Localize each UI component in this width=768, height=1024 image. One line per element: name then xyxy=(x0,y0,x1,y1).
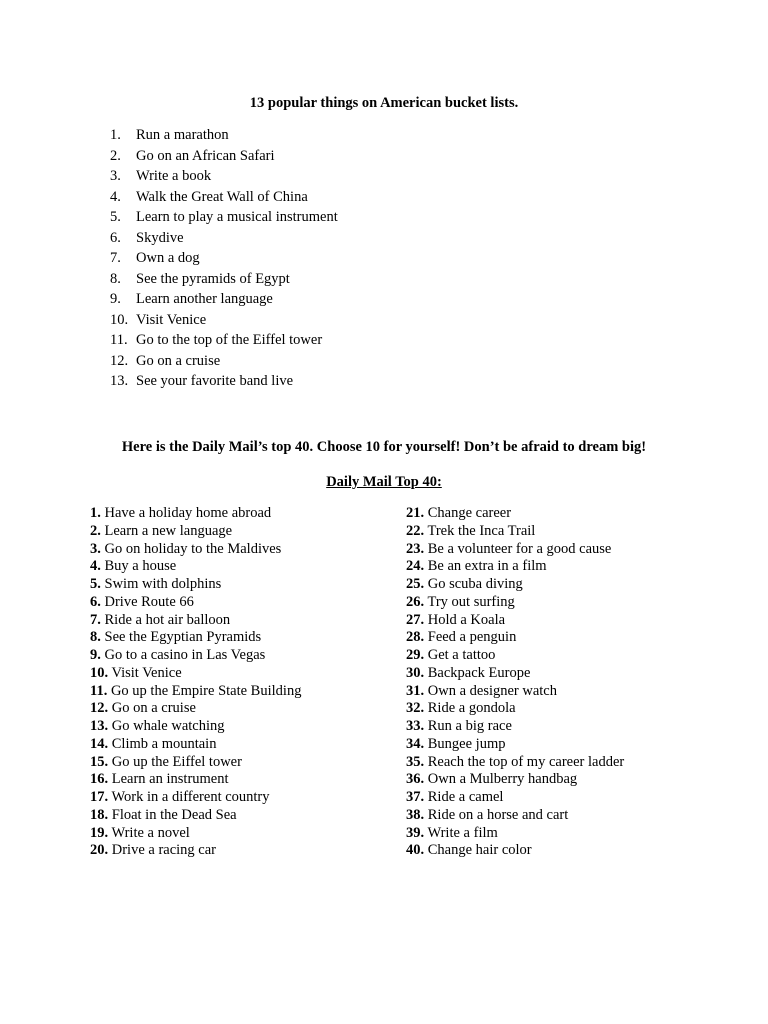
list-item-text: Go up the Empire State Building xyxy=(110,682,302,699)
american-bucket-list xyxy=(110,125,338,392)
list-item-number: 38. xyxy=(406,806,425,823)
list-item-number: 27. xyxy=(406,611,425,628)
list-item xyxy=(90,807,301,825)
list-item-number: 8. xyxy=(110,270,121,287)
list-item-text: Float in the Dead Sea xyxy=(111,806,237,823)
list-item-text: Write a novel xyxy=(111,824,190,841)
list-item xyxy=(110,269,338,290)
list-item-text: Drive Route 66 xyxy=(104,593,194,610)
list-item-number: 6. xyxy=(110,229,121,246)
list-item-number: 20. xyxy=(90,842,109,859)
list-item-text: Climb a mountain xyxy=(111,735,217,752)
list-item-text: Go on a cruise xyxy=(111,700,196,717)
list-item-text: Go on an African Safari xyxy=(136,147,275,164)
intro-text: Here is the Daily Mail’s top 40. Choose 10 for yourself! Don’t be afraid to dream big! xyxy=(121,439,647,455)
list-item-text: Go on a cruise xyxy=(136,352,221,369)
list-item-text: Visit Venice xyxy=(111,664,182,681)
list-item xyxy=(406,647,624,665)
list-item-text: Bungee jump xyxy=(427,735,506,752)
list-item xyxy=(110,289,338,310)
list-item-number: 29. xyxy=(406,647,425,663)
list-item-number: 4. xyxy=(90,558,101,575)
list-item-text: Swim with dolphins xyxy=(104,576,222,592)
list-item-number: 30. xyxy=(406,664,425,681)
list-item-text: Reach the top of my career ladder xyxy=(427,753,625,770)
list-item-text: Go whale watching xyxy=(111,718,225,734)
list-item-number: 31. xyxy=(406,682,425,699)
list-item-text: Own a dog xyxy=(136,250,200,266)
list-item-text: Have a holiday home abroad xyxy=(104,505,272,521)
list-item-number: 33. xyxy=(406,718,425,734)
list-item-number: 4. xyxy=(110,188,121,205)
list-item xyxy=(110,207,338,228)
list-item-text: Write a film xyxy=(427,824,498,841)
list-item xyxy=(90,594,301,612)
list-item-text: Work in a different country xyxy=(111,789,270,805)
list-item-text: Be an extra in a film xyxy=(427,558,547,575)
list-item-text: Go up the Eiffel tower xyxy=(111,753,242,770)
list-item-text: See your favorite band live xyxy=(136,373,294,389)
list-item-text: Write a book xyxy=(136,168,212,184)
list-item-text: Get a tattoo xyxy=(427,647,496,663)
list-item xyxy=(406,842,624,860)
list-item xyxy=(110,228,338,249)
list-item-text: Visit Venice xyxy=(136,311,207,328)
list-item-number: 24. xyxy=(406,558,425,575)
list-item xyxy=(90,647,301,665)
list-item xyxy=(406,629,624,647)
list-item-text: See the pyramids of Egypt xyxy=(136,270,290,287)
list-item-number: 34. xyxy=(406,735,425,752)
list-item-number: 2. xyxy=(90,522,101,539)
list-item xyxy=(90,612,301,630)
list-item-number: 26. xyxy=(406,593,425,610)
list-item-text: Learn another language xyxy=(136,291,273,307)
list-item-text: Learn to play a musical instrument xyxy=(136,209,338,225)
list-item-number: 7. xyxy=(110,250,121,266)
list-item-text: Learn a new language xyxy=(104,522,233,539)
list-item xyxy=(110,330,338,351)
list-item xyxy=(90,629,301,647)
list-item xyxy=(406,700,624,718)
list-item xyxy=(406,612,624,630)
list-item-number: 12. xyxy=(90,700,109,717)
list-item xyxy=(110,125,338,146)
list-item-text: Try out surfing xyxy=(427,593,515,610)
list-item-number: 5. xyxy=(110,209,121,225)
list-item xyxy=(90,789,301,807)
list-item-text: Go on holiday to the Maldives xyxy=(104,540,282,557)
list-item-number: 25. xyxy=(406,576,425,592)
list-item-text: Learn an instrument xyxy=(111,771,229,788)
list-item xyxy=(406,558,624,576)
daily-mail-heading: Daily Mail Top 40: xyxy=(326,474,442,490)
list-item xyxy=(90,771,301,789)
list-item-number: 28. xyxy=(406,629,425,646)
list-item-number: 32. xyxy=(406,700,425,717)
list-item-number: 9. xyxy=(90,647,101,663)
list-item xyxy=(406,789,624,807)
list-item-number: 11. xyxy=(110,332,128,348)
list-item-number: 23. xyxy=(406,540,425,557)
list-item-number: 18. xyxy=(90,806,109,823)
list-item-text: Run a marathon xyxy=(136,127,229,143)
list-item xyxy=(406,576,624,594)
list-item-number: 2. xyxy=(110,147,121,164)
list-item xyxy=(90,825,301,843)
list-item-number: 21. xyxy=(406,505,425,521)
list-item-number: 3. xyxy=(110,168,121,184)
list-item-text: See the Egyptian Pyramids xyxy=(104,629,262,646)
list-item-number: 11. xyxy=(90,682,108,699)
list-item-text: Own a Mulberry handbag xyxy=(427,771,578,788)
list-item-text: Go scuba diving xyxy=(427,576,523,592)
list-item-text: Change hair color xyxy=(427,842,532,859)
list-item-number: 9. xyxy=(110,291,121,307)
list-item-text: Ride a hot air balloon xyxy=(104,611,231,628)
list-item-text: Backpack Europe xyxy=(427,664,531,681)
list-item-number: 13. xyxy=(90,718,109,734)
list-item-text: Walk the Great Wall of China xyxy=(136,188,308,205)
list-item-text: Own a designer watch xyxy=(427,682,557,699)
list-item-number: 40. xyxy=(406,842,425,859)
list-item-text: Run a big race xyxy=(427,718,512,734)
list-item xyxy=(406,523,624,541)
list-item xyxy=(90,541,301,559)
page-title: 13 popular things on American bucket lists. xyxy=(249,95,519,111)
list-item-number: 16. xyxy=(90,771,109,788)
list-item xyxy=(90,842,301,860)
list-item xyxy=(406,754,624,772)
list-item-number: 8. xyxy=(90,629,101,646)
list-item-text: Ride a gondola xyxy=(427,700,516,717)
list-item-number: 39. xyxy=(406,824,425,841)
list-item-text: Be a volunteer for a good cause xyxy=(427,540,612,557)
list-item-number: 37. xyxy=(406,789,425,805)
list-item-number: 1. xyxy=(110,127,121,143)
list-item xyxy=(406,736,624,754)
list-item-number: 13. xyxy=(110,373,129,389)
list-item xyxy=(110,371,338,392)
list-item-number: 19. xyxy=(90,824,109,841)
list-item xyxy=(406,683,624,701)
list-item xyxy=(406,718,624,736)
list-item-number: 1. xyxy=(90,505,101,521)
list-item xyxy=(90,665,301,683)
list-item-text: Skydive xyxy=(136,229,184,246)
list-item-text: Go to the top of the Eiffel tower xyxy=(136,332,323,348)
list-item-number: 10. xyxy=(110,311,129,328)
list-item xyxy=(110,248,338,269)
list-item xyxy=(406,807,624,825)
daily-mail-list-left xyxy=(90,505,301,860)
list-item-text: Feed a penguin xyxy=(427,629,517,646)
list-item xyxy=(110,351,338,372)
list-item xyxy=(90,736,301,754)
list-item-number: 12. xyxy=(110,352,129,369)
list-item xyxy=(90,718,301,736)
list-item xyxy=(406,541,624,559)
list-item xyxy=(110,166,338,187)
list-item xyxy=(406,665,624,683)
list-item xyxy=(90,754,301,772)
list-item-number: 22. xyxy=(406,522,425,539)
list-item-number: 36. xyxy=(406,771,425,788)
list-item-number: 17. xyxy=(90,789,109,805)
list-item-text: Go to a casino in Las Vegas xyxy=(104,647,266,663)
list-item-text: Ride on a horse and cart xyxy=(427,806,569,823)
list-item xyxy=(110,187,338,208)
list-item-number: 6. xyxy=(90,593,101,610)
list-item-text: Hold a Koala xyxy=(427,611,506,628)
list-item xyxy=(90,558,301,576)
list-item xyxy=(406,594,624,612)
list-item xyxy=(406,505,624,523)
list-item xyxy=(110,146,338,167)
list-item xyxy=(90,683,301,701)
list-item-text: Change career xyxy=(427,505,512,521)
list-item-number: 7. xyxy=(90,611,101,628)
list-item xyxy=(406,771,624,789)
list-item-number: 14. xyxy=(90,735,109,752)
list-item xyxy=(406,825,624,843)
list-item xyxy=(90,523,301,541)
list-item-number: 35. xyxy=(406,753,425,770)
list-item xyxy=(110,310,338,331)
list-item xyxy=(90,576,301,594)
list-item-number: 10. xyxy=(90,664,109,681)
list-item-text: Buy a house xyxy=(104,558,177,575)
list-item-number: 3. xyxy=(90,540,101,557)
list-item-number: 15. xyxy=(90,753,109,770)
list-item-number: 5. xyxy=(90,576,101,592)
list-item-text: Ride a camel xyxy=(427,789,504,805)
list-item xyxy=(90,700,301,718)
list-item-text: Trek the Inca Trail xyxy=(427,522,536,539)
daily-mail-list-right xyxy=(406,505,624,860)
list-item-text: Drive a racing car xyxy=(111,842,217,859)
list-item xyxy=(90,505,301,523)
